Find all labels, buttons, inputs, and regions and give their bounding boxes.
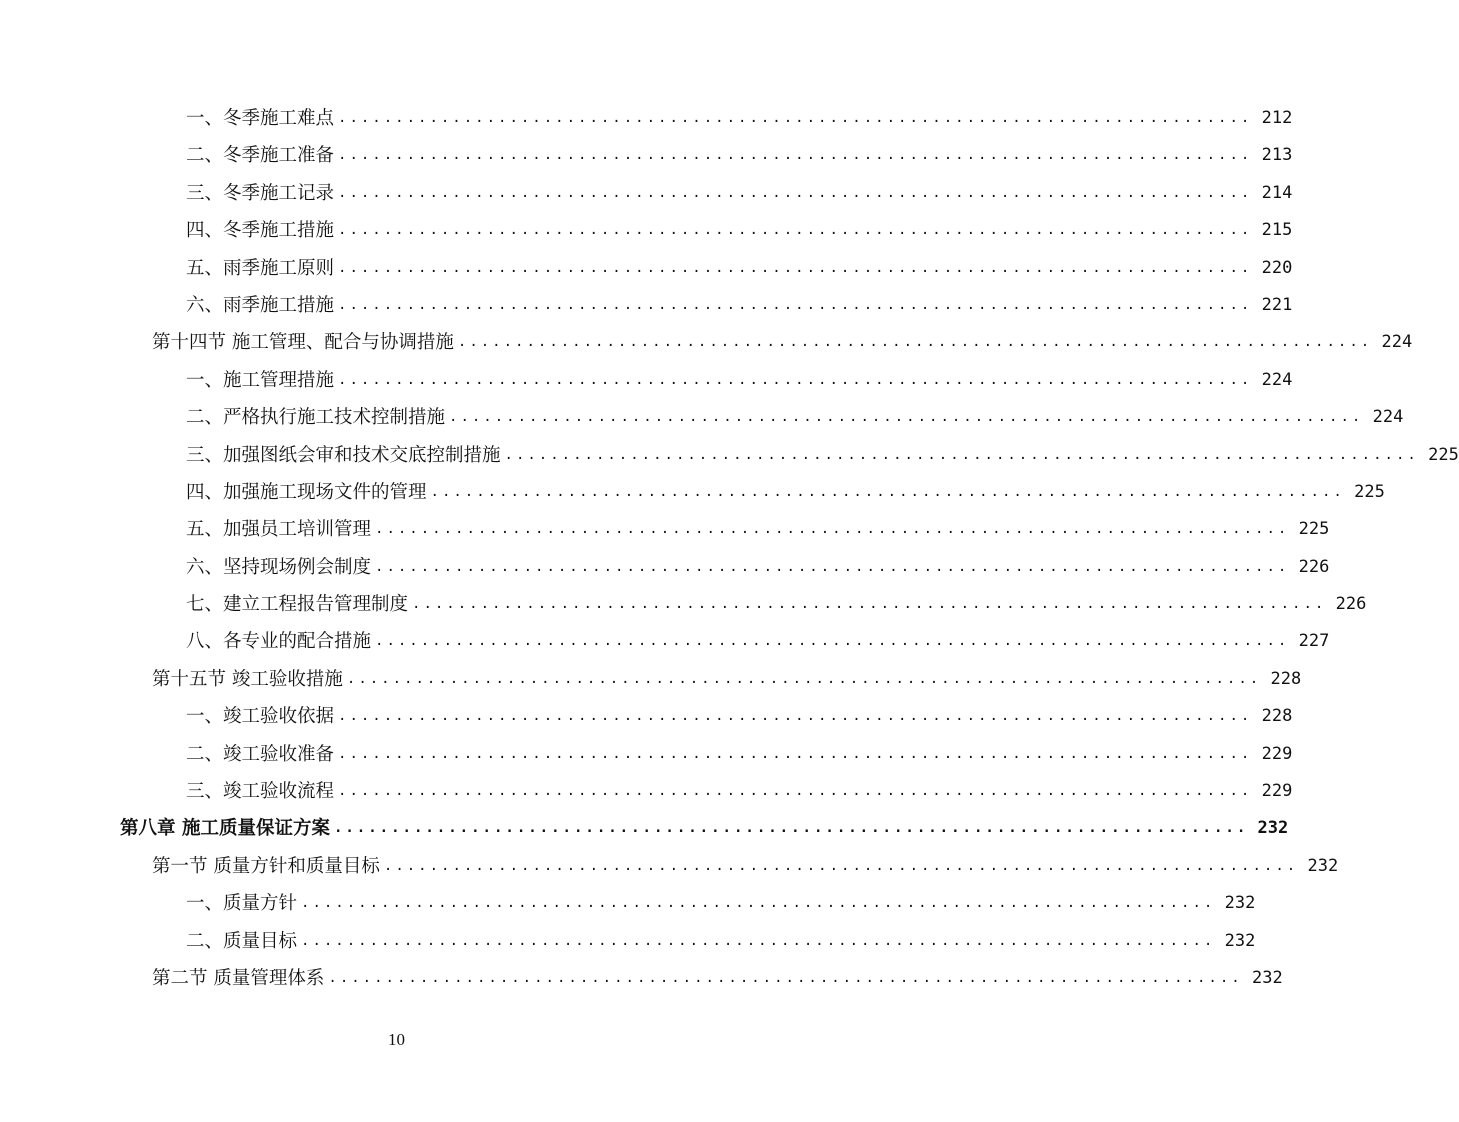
toc-dot-leader: ................................................................................ [338, 147, 1253, 164]
toc-entry-label: 一、竣工验收依据 [186, 706, 335, 728]
toc-entry-label: 二、质量目标 [186, 930, 298, 952]
toc-dot-leader: ................................................................................ [328, 969, 1243, 986]
toc-dot-leader: ................................................................................ [338, 783, 1253, 800]
toc-dot-leader: ................................................................................ [338, 708, 1253, 725]
toc-entry[interactable] [0, 212, 1293, 249]
toc-entry-label: 五、雨季施工原则 [186, 257, 335, 279]
toc-entry-page: 225 [1428, 444, 1459, 465]
toc-dot-leader: ................................................................................ [338, 371, 1253, 388]
toc-entry-page: 224 [1261, 369, 1293, 390]
toc-entry-label: 一、施工管理措施 [186, 369, 335, 391]
toc-entry-label: 第一节 质量方针和质量目标 [152, 855, 380, 877]
toc-dot-leader: ................................................................................ [338, 184, 1253, 201]
toc-entry-label: 二、冬季施工准备 [186, 145, 335, 167]
toc-entry-label: 第十四节 施工管理、配合与协调措施 [152, 332, 454, 354]
toc-entry-label: 六、坚持现场例会制度 [186, 556, 372, 578]
toc-entry-page: 229 [1261, 781, 1293, 802]
toc-entry-label: 七、建立工程报告管理制度 [186, 594, 409, 616]
toc-entry-label: 第十五节 竣工验收措施 [152, 668, 343, 690]
toc-section-entry[interactable] [0, 661, 1302, 698]
toc-dot-leader: ................................................................................ [412, 596, 1327, 613]
toc-entry-label: 五、加强员工培训管理 [186, 519, 372, 541]
toc-dot-leader: ................................................................................ [301, 895, 1216, 912]
toc-entry[interactable] [0, 923, 1256, 960]
toc-entry-page: 232 [1224, 930, 1256, 951]
toc-entry-page: 214 [1261, 182, 1293, 203]
toc-entry-label: 一、冬季施工难点 [186, 108, 335, 129]
toc-entry-page: 228 [1270, 668, 1302, 689]
toc-entry[interactable] [0, 362, 1293, 399]
toc-entry-page: 232 [1224, 893, 1256, 914]
toc-entry-label: 三、加强图纸会审和技术交底控制措施 [186, 444, 501, 466]
toc-entry-page: 226 [1335, 594, 1367, 615]
toc-dot-leader: ................................................................................ [338, 222, 1253, 239]
toc-entry[interactable] [0, 586, 1367, 623]
toc-entry[interactable] [0, 511, 1330, 548]
toc-entry-label: 六、雨季施工措施 [186, 294, 335, 316]
toc-entry-page: 232 [1251, 967, 1283, 988]
toc-dot-leader: ................................................................................ [375, 521, 1290, 538]
toc-entry-page: 220 [1261, 257, 1293, 278]
toc-entry-page: 232 [1257, 818, 1289, 839]
toc-entry[interactable] [0, 399, 1404, 436]
toc-entry[interactable] [0, 437, 1459, 474]
toc-entry-label: 三、冬季施工记录 [186, 182, 335, 204]
toc-dot-leader: ................................................................................ [457, 334, 1373, 351]
toc-entry-label: 三、竣工验收流程 [186, 781, 335, 803]
toc-dot-leader: ................................................................................ [449, 409, 1364, 426]
toc-section-entry[interactable] [0, 960, 1283, 997]
toc-entry[interactable] [0, 698, 1293, 735]
toc-entry-page: 228 [1261, 706, 1293, 727]
toc-entry[interactable] [0, 137, 1293, 174]
toc-entry[interactable] [0, 287, 1293, 324]
toc-dot-leader: ................................................................................ [301, 932, 1216, 949]
toc-entry-label: 四、加强施工现场文件的管理 [186, 481, 427, 503]
toc-section-entry[interactable] [0, 324, 1413, 361]
toc-dot-leader: ................................................................................ [504, 446, 1419, 463]
toc-entry-page: 215 [1261, 220, 1293, 241]
toc-dot-leader: ................................................................................ [338, 259, 1253, 276]
toc-dot-leader: ................................................................................ [338, 110, 1253, 126]
toc-entry-page: 213 [1261, 145, 1293, 166]
toc-entry-page: 224 [1381, 332, 1413, 353]
toc-entry-page: 212 [1261, 108, 1293, 128]
toc-entry-page: 229 [1261, 743, 1293, 764]
toc-entry-label: 一、质量方针 [186, 893, 298, 915]
toc-dot-leader: ................................................................................ [430, 483, 1345, 500]
toc-entry-page: 221 [1261, 294, 1293, 315]
toc-entry[interactable] [0, 549, 1330, 586]
toc-dot-leader: ................................................................................ [333, 820, 1249, 837]
toc-dot-leader: ................................................................................ [346, 670, 1262, 687]
toc-entry[interactable] [0, 474, 1385, 511]
toc-entry-page: 225 [1354, 481, 1385, 502]
toc-entry-page: 232 [1307, 855, 1339, 876]
toc-entry-label: 第二节 质量管理体系 [152, 967, 325, 989]
toc-dot-leader: ................................................................................ [338, 745, 1253, 762]
toc-entry-page: 225 [1298, 519, 1330, 540]
toc-dot-leader: ................................................................................ [375, 558, 1290, 575]
toc-entry-page: 227 [1298, 631, 1330, 652]
toc-entry-label: 第八章 施工质量保证方案 [120, 818, 330, 840]
toc-dot-leader: ................................................................................ [338, 296, 1253, 313]
toc-dot-leader: ................................................................................ [375, 633, 1290, 650]
toc-entry[interactable] [0, 250, 1293, 287]
toc-entry-label: 八、各专业的配合措施 [186, 631, 372, 653]
toc-entry[interactable] [0, 885, 1256, 922]
toc-entry-label: 四、冬季施工措施 [186, 220, 335, 242]
toc-dot-leader: ................................................................................ [383, 857, 1299, 874]
page-number: 10 [388, 1030, 405, 1049]
toc-entry[interactable] [0, 100, 1293, 137]
toc-entry-label: 二、竣工验收准备 [186, 743, 335, 765]
toc-entry[interactable] [0, 736, 1293, 773]
toc-entry[interactable] [0, 773, 1293, 810]
toc-entry[interactable] [0, 175, 1293, 212]
table-of-contents [0, 100, 1459, 997]
toc-entry-page: 226 [1298, 556, 1330, 577]
toc-entry-label: 二、严格执行施工技术控制措施 [186, 407, 446, 429]
toc-section-entry[interactable] [0, 848, 1339, 885]
toc-entry[interactable] [0, 623, 1330, 660]
toc-entry-page: 224 [1372, 407, 1404, 428]
toc-chapter-entry[interactable] [0, 810, 1289, 847]
